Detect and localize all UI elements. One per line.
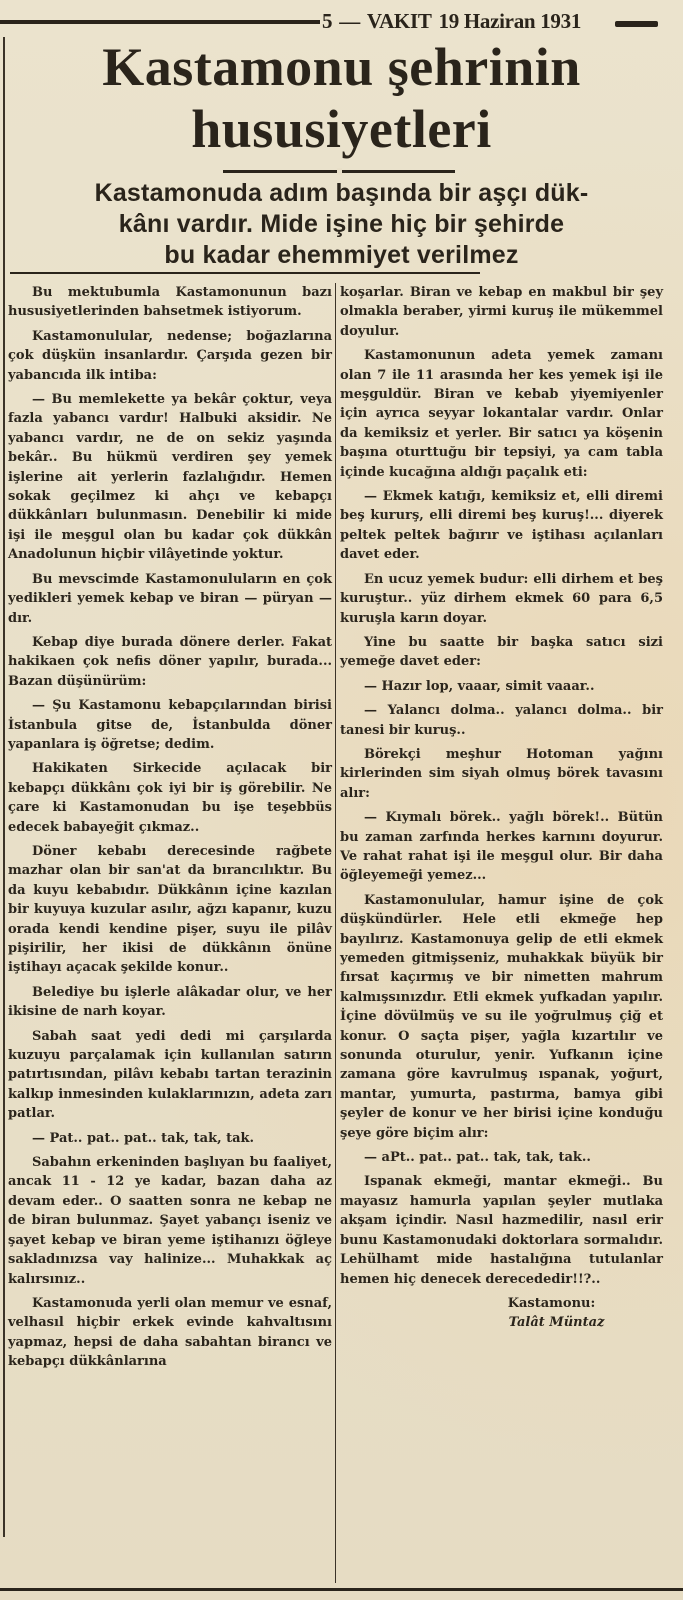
page-bottom-rule [0, 1588, 683, 1591]
subhead-line-3: bu kadar ehemmiyet verilmez [164, 241, 519, 269]
title-divider [223, 170, 455, 173]
paragraph: Yine bu saatte bir başka satıcı sizi yemeğe davet eder: [340, 634, 663, 670]
headline-line-1: Kastamonu şehrinin [102, 37, 581, 97]
paragraph: Hakikaten Sirkecide açılacak bir kebapçı dükkânı çok iyi bir iş görebilir. Ne çare ki Kastamonudan bu işe teşebbüs edecek babayeğit çıkmaz.. [8, 761, 332, 835]
paragraph: — Bu memlekette ya bekâr çoktur, veya fazla yabancı vardır! Halbuki aksidir. Ne yabancı vardır, ne de on sekiz yaşında bekâr.. Bu hükmü verdiren şey yemek işlerine ait yerlerin fazlalığıdır. Hemen sokak geçilmez ki ahçı ve kebapçı dükkânları bulunmasın. Denebilir ki mide işi ile meşgul olan bu kadar çok dükkân Anadolunun hiçbir vilâyetinde yoktur. [8, 392, 332, 563]
article-column-right [340, 283, 663, 1338]
paragraph: Kebap diye burada dönere derler. Fakat hakikaen çok nefis döner yapılır, burada... Bazan düşünürüm: [8, 634, 332, 689]
paragraph: Sabahın erkeninden başlıyan bu faaliyet, ancak 11 - 12 ye kadar, bazan daha az devam eder.. O saatten sonra ne kebap ne de biran bulunmaz. Şayet yabançı iseniz ve şayet kebap ve biran yeme iştihanızı öğleye sakladınızsa vay halinize... Muhakkak aç kalırsınız.. [8, 1155, 332, 1287]
paragraph: En ucuz yemek budur: elli dirhem et beş kuruştur.. yüz dirhem ekmek 60 para 6,5 kuruşla karın doyar. [340, 571, 663, 626]
paragraph: Kastamonulular, nedense; boğazlarına çok düşkün insanlardır. Çarşıda gezen bir yabancıda ilk intiba: [8, 328, 332, 383]
paragraph: Bu mektubumla Kastamonunun bazı hususiyetlerinden bahsetmek istiyorum. [8, 285, 332, 320]
subhead-divider [10, 272, 480, 274]
subhead-line-1: Kastamonuda adım başında bir aşçı dük- [94, 179, 589, 207]
paragraph: Belediye bu işlerle alâkadar olur, ve her ikisine de narh koyar. [8, 984, 332, 1020]
masthead-rule-left [0, 20, 320, 24]
headline [10, 36, 673, 160]
paragraph: koşarlar. Biran ve kebap en makbul bir şey olmakla beraber, yirmi kuruş ile mükemmel doyulur. [340, 285, 663, 339]
paragraph: — Kıymalı börek.. yağlı börek!.. Bütün bu zaman zarfında herkes karnını doyurur. Ve rahat rahat işi ile meşgul olur. Bir daha öğleyemeği yemez... [340, 810, 663, 884]
masthead-text [322, 6, 588, 36]
paragraph: Döner kebabı derecesinde rağbete mazhar olan bir san'at da bırancılıktır. Bu da kuyu kebabıdır. Dükkânın içine kazılan bir kuyuya kuzular asılır, ağzı kapanır, kuzu orada kendi kendine pişer, suyu ile pilâv pişirilir, her ikisi de dükkânın önüne iştihayı açacak şekilde konur.. [8, 843, 332, 976]
paragraph: — aPt.. pat.. pat.. tak, tak, tak.. [364, 1150, 591, 1166]
paragraph: Kastamonunun adeta yemek zamanı olan 7 ile 11 arasında her kes yemek işi ile meşguldür. Biran ve kebab yiyemiyenler için ayrıca seyyar lokantalar vardır. Onlar da kemiksiz et yerler. Bir satıcı ya köşenin başına oturttuğu bir tepsiyi, ya cam tabla içinde kucağına aldığı paçalık eti: [340, 348, 663, 480]
subhead-line-2: kânı vardır. Mide işine hiç bir şehirde [118, 210, 565, 238]
masthead-separator: — [339, 9, 360, 33]
paragraph: Kastamonulular, hamur işine de çok düşkündürler. Hele etli ekmeğe hep bayılırız. Kastamonuya gelip de etli ekmek yemeden gitmişseniz, muhakkak büyük bir fırsat kaçırmış ve bir nimetten mahrum kalmışsınızdır. Etli ekmek yufkadan yapılır. İçine dövülmüş ve su ile yoğrulmuş çiğ et konur. O saçta pişer, yağla kızartılır ve sonunda oturulur, yenir. Yufkanın içine zamana göre kavrulmuş ıspanak, yoğurt, mantar, yumurta, pastırma, bamya gibi şeyler de konur ve her birisi içine konduğu şeye göre biçim alır: [340, 892, 663, 1141]
paragraph: Börekçi meşhur Hotoman yağını kirlerinden sim siyah olmuş börek tavasını alır: [340, 746, 663, 801]
paragraph: — Şu Kastamonu kebapçılarından birisi İstanbula gitse de, İstanbulda döner yapanlara iş öğretse; dedim. [8, 698, 332, 752]
paragraph: Sabah saat yedi dedi mi çarşılarda kuzuyu parçalamak için kullanılan satırın patırtısından, pilâvı kebabı tartan terazinin kalkıp inmesinden kulaklarınızın, adeta zarı patlar. [8, 1028, 332, 1122]
masthead-rule-right [615, 21, 658, 27]
paragraph: Ispanak ekmeği, mantar ekmeği.. Bu mayasız hamurla yapılan şeyler mutlaka akşam içindir. Nasıl hazmedilir, nasıl erir bunu Kastamonudaki doktorlara sormalıdır. Lehülhamt mide hastalığına tutulanlar hemen hiç denecek derecededir!!?.. [340, 1174, 663, 1287]
subheadline [10, 178, 673, 271]
signature-author: Talât Müntaz [508, 1315, 605, 1331]
paragraph: — Ekmek katığı, kemiksiz et, elli diremi beş kururş, elli diremi beş kuruş!... diyerek peltek peltek bağırır ve iştihası açılanları davet eder. [340, 489, 663, 563]
paragraph: Bu mevscimde Kastamonuluların en çok yedikleri yemek kebap ve biran — püryan — dır. [8, 571, 332, 626]
paragraph: — Hazır lop, vaaar, simit vaaar.. [364, 678, 595, 694]
masthead [0, 6, 683, 36]
page-left-border [3, 37, 5, 1537]
column-divider [335, 283, 336, 1583]
paragraph: Kastamonuda yerli olan memur ve esnaf, velhasıl hiçbir erkek evinde kahvaltısını yapmaz, hepsi de daha sabahtan birancı ve kebapçı dükkânlarına [8, 1295, 332, 1370]
page-number: 5 [322, 9, 333, 33]
paragraph: — Yalancı dolma.. yalancı dolma.. bir tanesi bir kuruş.. [340, 703, 663, 738]
signature-place: Kastamonu: [507, 1295, 596, 1311]
paragraph: — Pat.. pat.. pat.. tak, tak, tak. [32, 1130, 255, 1146]
article-column-left [8, 283, 332, 1377]
headline-line-2: hususiyetleri [191, 99, 492, 159]
newspaper-name: VAKIT [366, 9, 432, 33]
issue-date: 19 Haziran 1931 [438, 9, 582, 33]
